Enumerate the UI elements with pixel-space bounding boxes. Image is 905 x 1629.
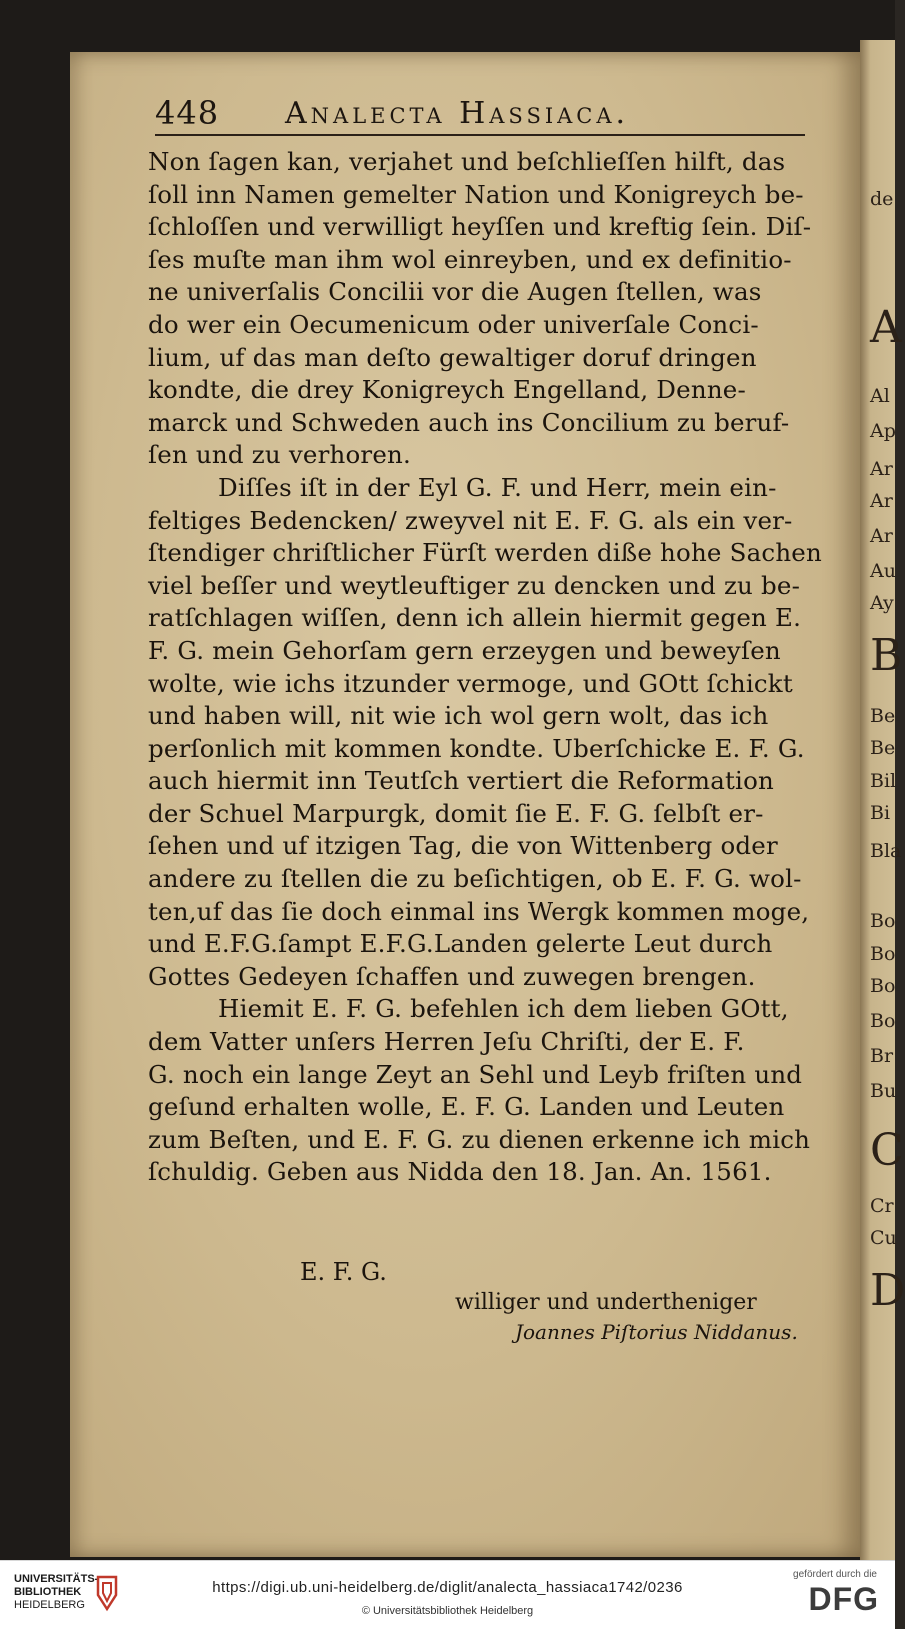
facing-page-fragment: Cu — [870, 1227, 897, 1249]
facing-page-fragment: Ay — [870, 592, 894, 614]
text-line: ſehen und uf itzigen Tag, die von Wittenberg oder — [148, 831, 778, 861]
text-line: ſen und zu verhoren. — [148, 440, 411, 470]
text-line: feltiges Bedencken/ zweyvel nit E. F. G. als ein ver- — [148, 505, 793, 535]
signature-line-1: williger und undertheniger — [455, 1290, 757, 1315]
dfg-logo[interactable]: DFG — [808, 1581, 879, 1617]
page-text — [148, 146, 822, 1189]
facing-page-edge — [860, 40, 905, 1560]
facing-page-fragment: Ar — [870, 458, 893, 480]
text-line: der Schuel Marpurgk, domit ſie E. F. G. ſelbſt er- — [148, 798, 764, 828]
text-line: Gottes Gedeyen ſchaffen und zuwegen brengen. — [148, 961, 756, 991]
text-line: G. noch ein lange Zeyt an Sehl und Leyb friſten und — [148, 1059, 803, 1089]
text-line: wolte, wie ichs itzunder vermoge, und GOtt ſchickt — [148, 668, 793, 698]
closing-salutation: E. F. G. — [300, 1258, 387, 1286]
text-line: viel beſſer und weytleuftiger zu dencken und zu be- — [148, 570, 801, 600]
viewer-footer — [0, 1560, 895, 1629]
funding-note: gefördert durch die — [793, 1569, 877, 1580]
header-rule — [155, 134, 805, 136]
text-line: und haben will, nit wie ich wol gern wolt, das ich — [148, 701, 769, 731]
facing-page-fragment: Bo — [870, 1010, 896, 1032]
text-line: do wer ein Oecumenicum oder univerſale Conci- — [148, 309, 759, 339]
facing-page-fragment: Bi — [870, 802, 891, 824]
facing-page-fragment: A — [870, 302, 902, 353]
document-url[interactable]: https://digi.ub.uni-heidelberg.de/diglit/analecta_hassiaca1742/0236 — [212, 1579, 683, 1596]
text-line: Diſſes iſt in der Eyl G. F. und Herr, mein ein- — [218, 472, 777, 502]
facing-page-fragment: Au — [870, 560, 896, 582]
text-line: auch hiermit inn Teutſch vertiert die Reformation — [148, 766, 775, 796]
facing-page-fragment: Bo — [870, 975, 896, 997]
library-name-3: HEIDELBERG — [14, 1599, 85, 1611]
text-line: ſoll inn Namen gemelter Nation und Konigreych be- — [148, 179, 804, 209]
copyright-notice: © Universitätsbibliothek Heidelberg — [361, 1605, 534, 1617]
facing-page-fragment: Be — [870, 705, 896, 727]
text-line: kondte, die drey Konigreych Engelland, Denne- — [148, 375, 746, 405]
facing-page-fragment: Br — [870, 1045, 894, 1067]
text-line: und E.F.G.ſampt E.F.G.Landen gelerte Leut durch — [148, 929, 773, 959]
facing-page-fragment: Bla — [870, 840, 902, 862]
text-line: perſonlich mit kommen kondte. Uberſchicke E. F. G. — [148, 733, 805, 763]
text-line: ten,uf das ſie doch einmal ins Wergk kommen moge, — [148, 896, 810, 926]
facing-page-fragment: D — [870, 1265, 905, 1316]
text-line: Hiemit E. F. G. befehlen ich dem lieben GOtt, — [218, 994, 789, 1024]
text-line: geſund erhalten wolle, E. F. G. Landen und Leuten — [148, 1092, 785, 1122]
text-line: marck und Schweden auch ins Concilium zu beruf- — [148, 407, 790, 437]
library-name-2: BIBLIOTHEK — [14, 1586, 82, 1598]
text-line: andere zu ſtellen die zu beſichtigen, ob E. F. G. wol- — [148, 864, 802, 894]
facing-page-fragment: Al — [870, 385, 890, 407]
facing-page-fragment: C — [870, 1125, 904, 1176]
text-line: ſtendiger chriſtlicher Fürſt werden diße hohe Sachen — [148, 538, 822, 568]
facing-page-fragment: Ar — [870, 525, 893, 547]
facing-page-fragment: Bo — [870, 943, 896, 965]
running-title: Analecta Hassiaca. — [285, 96, 630, 131]
text-line: Non ſagen kan, verjahet und beſchlieſſen hilft, das — [148, 147, 786, 176]
text-line: lium, uf das man deſto gewaltiger doruf dringen — [148, 342, 757, 372]
signature-line-2: Joannes Piſtorius Niddanus. — [515, 1320, 798, 1344]
facing-page-fragment: de — [870, 188, 894, 210]
text-line: ne univerſalis Concilii vor die Augen ſtellen, was — [148, 277, 762, 307]
text-line: ſchuldig. Geben aus Nidda den 18. Jan. An. 1561. — [148, 1157, 772, 1187]
facing-page-fragment: Bu — [870, 1080, 897, 1102]
facing-page-fragment: Bil — [870, 770, 897, 792]
text-line: dem Vatter unſers Herren Jeſu Chriſti, der E. F. — [148, 1027, 745, 1057]
text-line: ratſchlagen wiſſen, denn ich allein hiermit gegen E. — [148, 603, 802, 633]
library-name-1: UNIVERSITÄTS- — [14, 1573, 99, 1585]
text-line: F. G. mein Gehorſam gern erzeygen und beweyſen — [148, 635, 781, 665]
text-line: zum Beſten, und E. F. G. zu dienen erkenne ich mich — [148, 1124, 811, 1154]
facing-page-fragment: Ap — [870, 420, 896, 442]
facing-page-fragment: Cr — [870, 1195, 894, 1217]
text-line: ſes muſte man ihm wol einreyben, und ex definitio- — [148, 244, 792, 274]
facing-page-fragment: Ar — [870, 490, 893, 512]
text-line: ſchloſſen und verwilligt heyſſen und kreftig ſein. Diſ- — [148, 212, 812, 242]
page-number: 448 — [155, 94, 220, 132]
facing-page-fragment: B — [870, 630, 903, 681]
facing-page-fragment: Be — [870, 737, 896, 759]
facing-page-fragment: Bo — [870, 910, 896, 932]
page-header — [155, 94, 805, 136]
